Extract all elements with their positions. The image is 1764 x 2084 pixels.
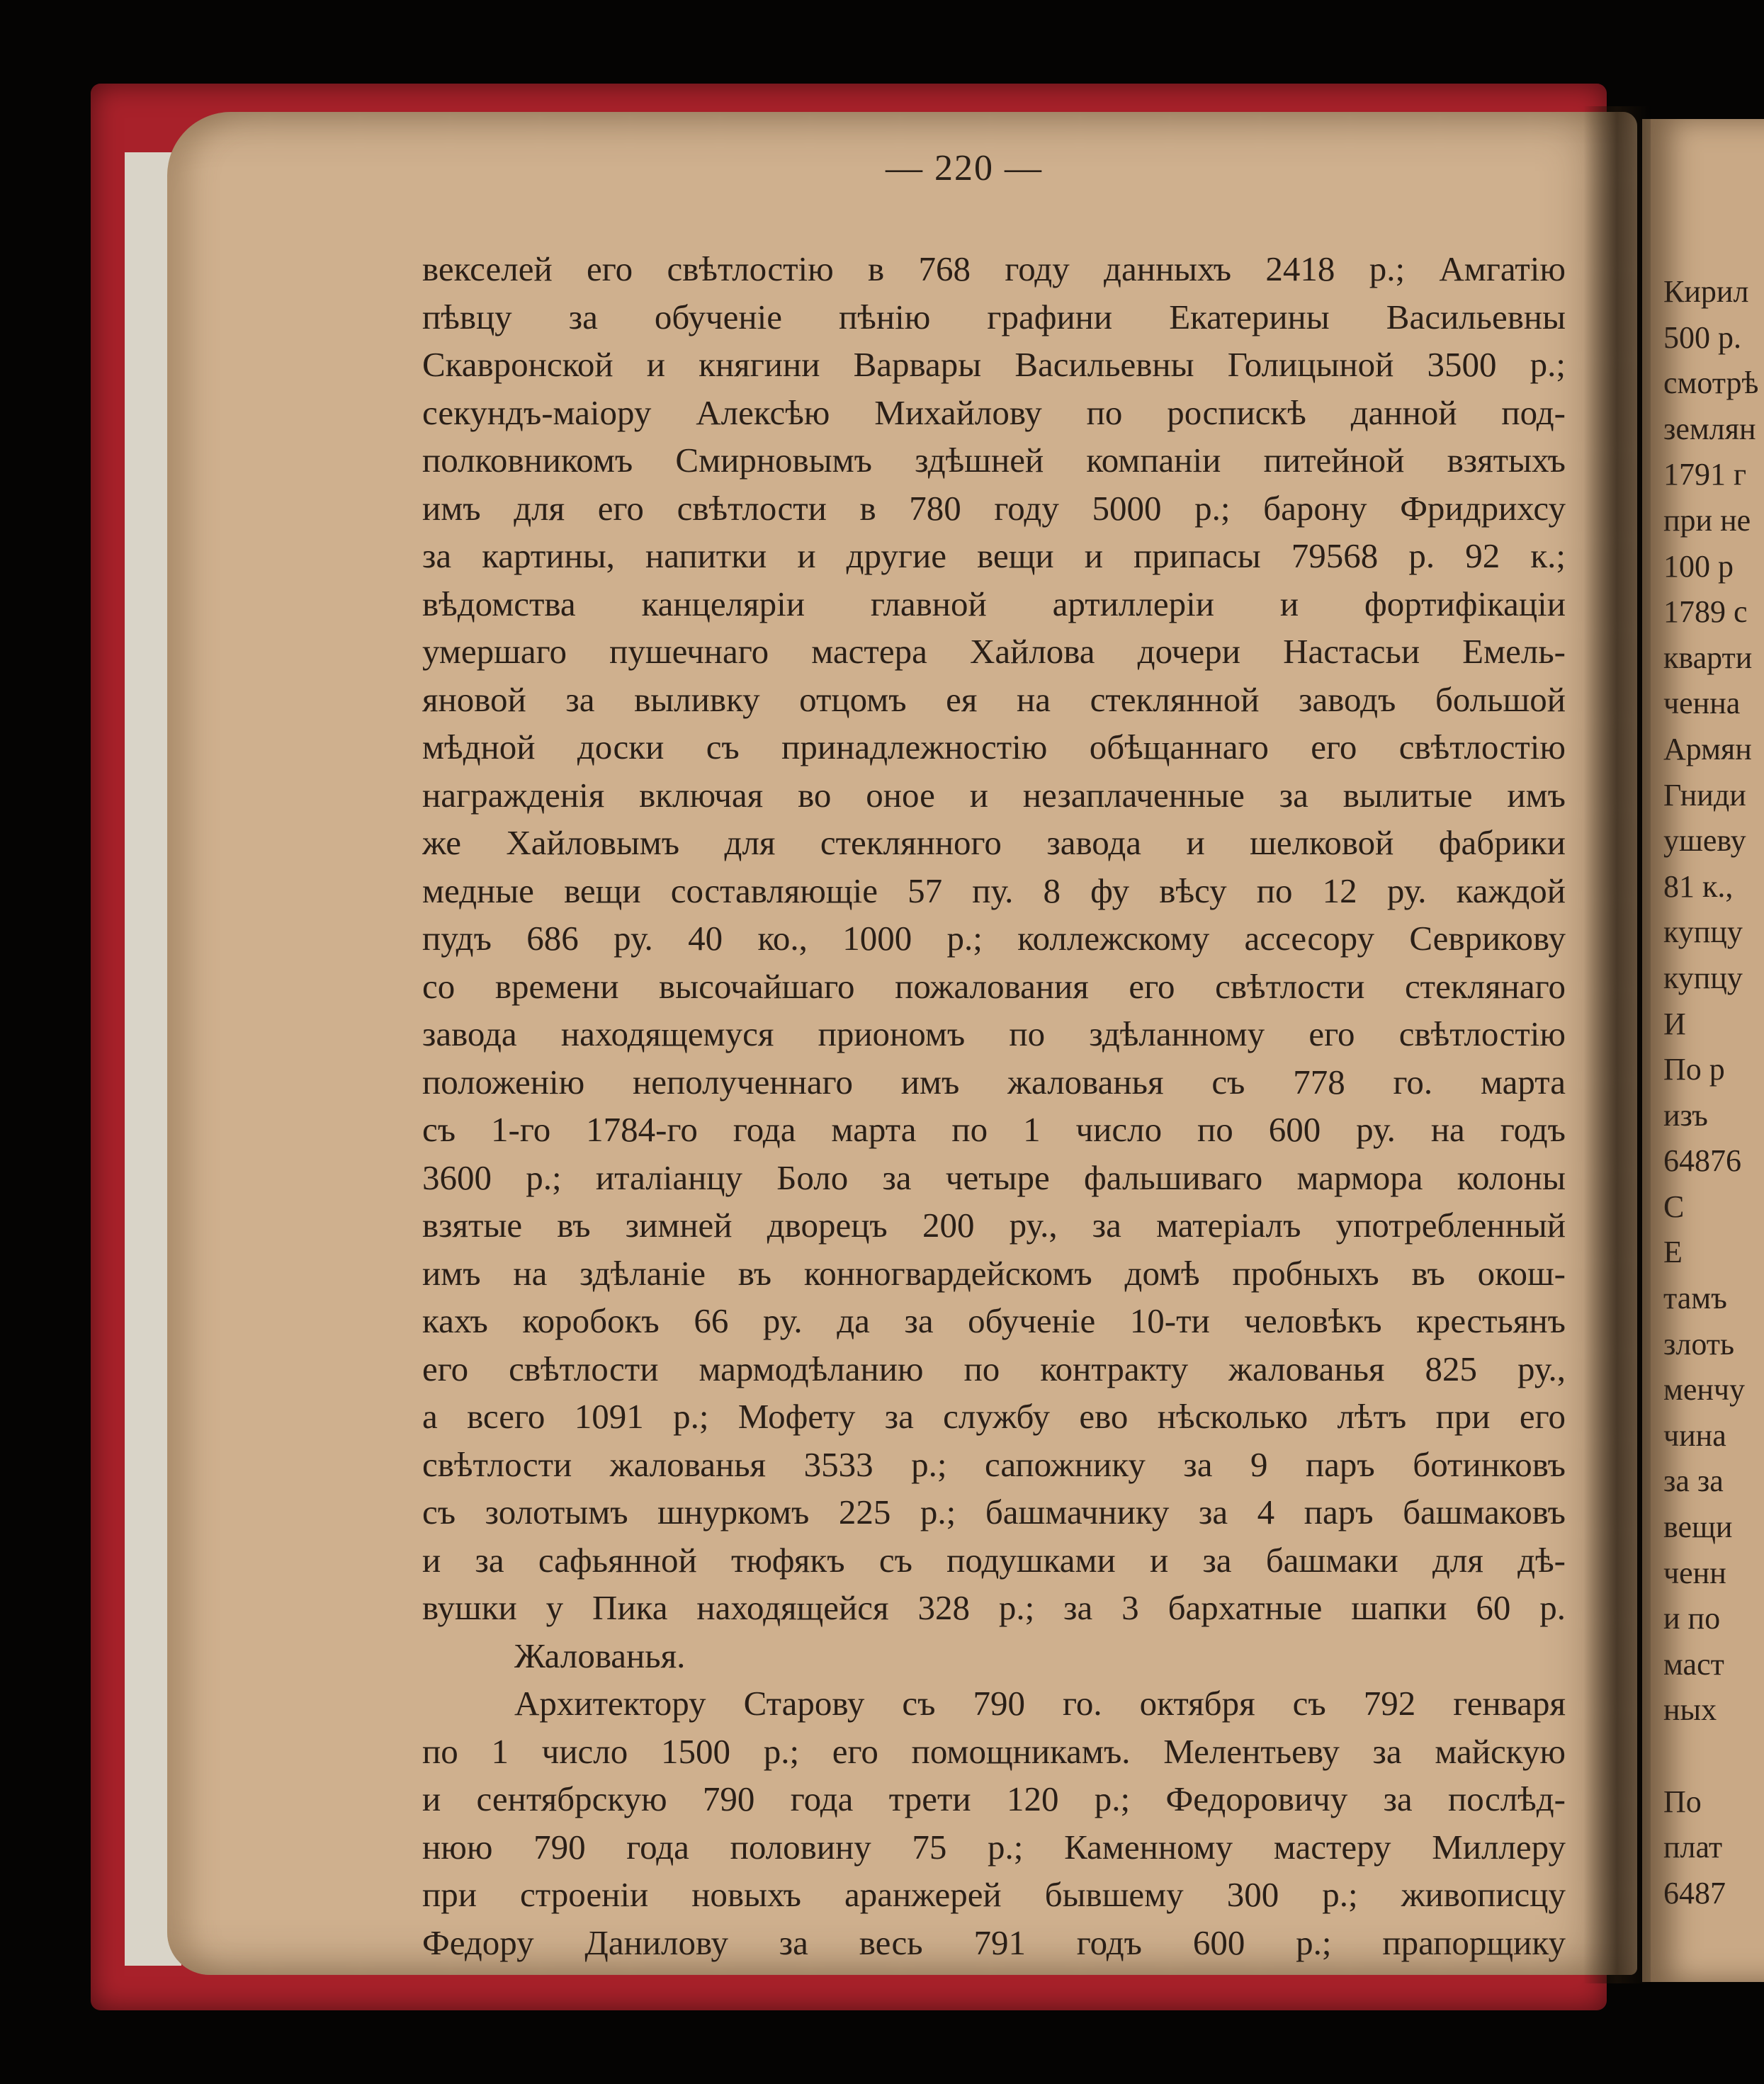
text-line: Скавронской и княгини Варвары Васильевны Голицыной 3500 р.; — [422, 345, 1566, 384]
facing-line: злоть — [1663, 1326, 1735, 1361]
text-line: пудъ 686 ру. 40 ко., 1000 р.; коллежскому ассесору Севрикову — [422, 919, 1566, 958]
facing-page-text — [1663, 269, 1764, 1916]
facing-line: 1791 г — [1663, 457, 1747, 492]
facing-line: 1789 с — [1663, 594, 1748, 630]
page-text — [422, 245, 1566, 1966]
facing-line: изъ — [1663, 1097, 1708, 1133]
facing-line: Армян — [1663, 731, 1752, 766]
text-line: по 1 число 1500 р.; его помощникамъ. Мелентьеву за майскую — [422, 1731, 1566, 1771]
facing-line: ных — [1663, 1692, 1717, 1728]
facing-line: Гниди — [1663, 777, 1746, 812]
text-line: Архитектору Старову съ 790 го. октября съ 792 генваря — [514, 1684, 1566, 1723]
text-line: медные вещи составляющіе 57 пу. 8 фу вѣсу по 12 ру. каждой — [422, 871, 1566, 910]
facing-line: 100 р — [1663, 548, 1734, 584]
facing-line: ченн — [1663, 1555, 1726, 1590]
facing-line: землян — [1663, 411, 1756, 446]
facing-line: плат — [1663, 1830, 1723, 1865]
text-line: 3600 р.; италіанцу Боло за четыре фальшиваго мармора колоны — [422, 1157, 1566, 1197]
facing-line: за за — [1663, 1463, 1724, 1499]
text-line: награжденія включая во оное и незаплаченные за вылитые имъ — [422, 775, 1566, 815]
text-line: его свѣтлости мармодѣланию по контракту жалованья 825 ру., — [422, 1349, 1566, 1388]
text-line: же Хайловымъ для стеклянного завода и шелковой фабрики — [422, 823, 1566, 862]
text-line: свѣтлости жалованья 3533 р.; сапожнику за 9 паръ ботинковъ — [422, 1444, 1566, 1484]
text-line: взятые въ зимней дворецъ 200 ру., за матеріалъ употребленный — [422, 1206, 1566, 1245]
facing-line: при не — [1663, 502, 1751, 538]
facing-line: Кирил — [1663, 274, 1749, 309]
text-line: при строеніи новыхъ аранжерей бывшему 300 р.; живописцу — [422, 1875, 1566, 1914]
section-heading: Жалованья. — [514, 1636, 686, 1675]
facing-line: тамъ — [1663, 1281, 1727, 1316]
facing-line: маст — [1663, 1646, 1724, 1682]
book-gutter — [1583, 106, 1651, 1983]
facing-line: ушеву — [1663, 823, 1746, 859]
facing-line: смотрѣ — [1663, 366, 1759, 401]
facing-line: По — [1663, 1784, 1702, 1819]
facing-line: С — [1663, 1189, 1685, 1224]
text-line: кахъ коробокъ 66 ру. да за обученіе 10-ти человѣкъ крестьянъ — [422, 1301, 1566, 1340]
text-line: векселей его свѣтлостію в 768 году данныхъ 2418 р.; Амгатію — [422, 249, 1566, 288]
text-line: нюю 790 года половину 75 р.; Каменному мастеру Миллеру — [422, 1827, 1566, 1867]
text-line: а всего 1091 р.; Мофету за службу ево нѣсколько лѣтъ при его — [422, 1397, 1566, 1436]
text-line: Федору Данилову за весь 791 годъ 600 р.; прапорщику — [422, 1922, 1566, 1962]
text-line: съ золотымъ шнуркомъ 225 р.; башмачнику за 4 паръ башмаковъ — [422, 1493, 1566, 1531]
facing-line: и по — [1663, 1601, 1721, 1636]
text-line: секундъ-маіору Алексѣю Михайлову по роспискѣ данной под- — [422, 392, 1566, 432]
facing-line: купцу — [1663, 914, 1743, 950]
facing-line: 500 р. — [1663, 319, 1741, 355]
facing-line: 6487 — [1663, 1875, 1726, 1910]
text-line: пѣвцу за обученіе пѣнію графини Екатерины Васильевны — [422, 297, 1566, 336]
text-line: и сентябрскую 790 года трети 120 р.; Федоровичу за послѣд- — [422, 1779, 1566, 1818]
page-number: — 220 — — [886, 148, 1043, 188]
facing-line: 64876 — [1663, 1143, 1741, 1179]
text-line: мѣдной доски съ принадлежностію обѣщаннаго его свѣтлостію — [422, 727, 1566, 766]
facing-line: По р — [1663, 1052, 1725, 1087]
text-line: яновой за выливку отцомъ ея на стеклянной заводъ большой — [422, 679, 1566, 719]
text-line: вѣдомства канцеляріи главной артиллеріи и фортифікаціи — [422, 584, 1566, 623]
text-line: положенію неполученнаго имъ жалованья съ 778 го. марта — [422, 1062, 1566, 1102]
facing-line: 81 к., — [1663, 868, 1734, 904]
facing-line: чина — [1663, 1417, 1726, 1453]
text-line: имъ для его свѣтлости в 780 году 5000 р.; барону Фридрихсу — [422, 488, 1566, 528]
facing-line: кварти — [1663, 640, 1753, 675]
facing-line — [1663, 1733, 1764, 1779]
facing-line: Е — [1663, 1235, 1683, 1270]
facing-line: менчу — [1663, 1372, 1746, 1408]
text-line: вушки у Пика находящейся 328 р.; за 3 бархатные шапки 60 р. — [422, 1588, 1566, 1627]
text-line: завода находящемуся приономъ по здѣланному его свѣтлостію — [422, 1014, 1566, 1053]
facing-line: ченна — [1663, 686, 1741, 721]
facing-line: купцу — [1663, 960, 1743, 995]
text-line: полковникомъ Смирновымъ здѣшней компаніи питейной взятыхъ — [422, 441, 1566, 480]
text-line: имъ на здѣланіе въ конногвардейскомъ домѣ пробныхъ въ окош- — [422, 1253, 1566, 1293]
facing-line: И — [1663, 1006, 1686, 1041]
text-line: съ 1-го 1784-го года марта по 1 число по 600 ру. на годъ — [422, 1110, 1566, 1149]
facing-line: вещи — [1663, 1510, 1733, 1545]
text-line: со времени высочайшаго пожалования его свѣтлости стеклянаго — [422, 966, 1566, 1006]
text-line: и за сафьянной тюфякъ съ подушками и за башмаки для дѣ- — [422, 1540, 1566, 1580]
text-line: умершаго пушечнаго мастера Хайлова дочери Настасьи Емель- — [422, 632, 1566, 671]
text-line: за картины, напитки и другие вещи и припасы 79568 р. 92 к.; — [422, 536, 1566, 575]
